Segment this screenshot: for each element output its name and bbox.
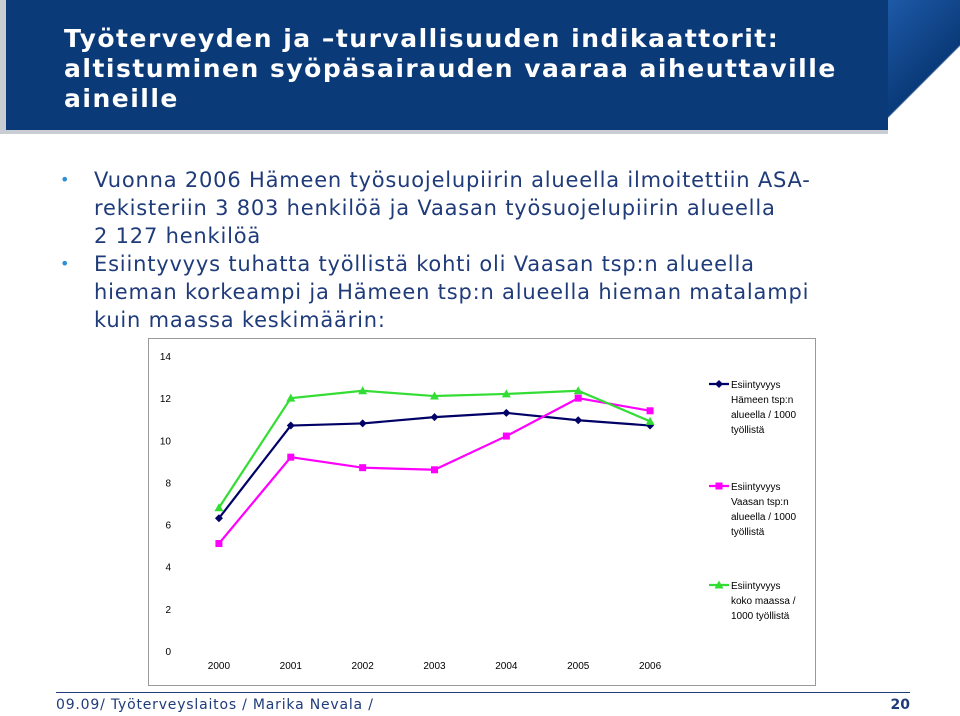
y-tick-label: 4 [165, 562, 171, 574]
legend-label: Esiintyvyys [731, 581, 781, 592]
footer-divider [56, 692, 910, 693]
y-tick-label: 2 [165, 604, 171, 616]
slide-title [64, 24, 864, 114]
legend-label: 1000 työllistä [731, 611, 790, 622]
bullet-line: Vuonna 2006 Hämeen työsuojelupiirin alueella ilmoitettiin ASA- [94, 168, 811, 192]
data-point [287, 454, 294, 461]
x-tick-label: 2005 [567, 661, 590, 672]
bullet-dot-icon: • [60, 170, 71, 189]
x-tick-label: 2006 [638, 661, 662, 672]
corner-accent [888, 0, 960, 140]
title-line: aineille [64, 84, 179, 113]
series-line-3 [219, 391, 650, 508]
chart-frame [148, 338, 816, 686]
x-tick-label: 2002 [351, 661, 374, 672]
x-tick-label: 2004 [495, 661, 518, 672]
bullet-item [58, 250, 908, 334]
data-point [359, 419, 367, 427]
y-tick-label: 8 [165, 478, 171, 490]
footer-text: 09.09/ Työterveyslaitos / Marika Nevala / [56, 697, 374, 713]
bullet-item [58, 166, 908, 250]
y-tick-label: 14 [159, 352, 171, 363]
data-point [574, 416, 582, 424]
y-tick-label: 12 [159, 394, 171, 406]
legend-label: Esiintyvyys [731, 482, 781, 493]
line-chart [149, 339, 815, 685]
x-tick-label: 2003 [423, 661, 446, 672]
data-point [215, 540, 222, 547]
legend-label: koko maassa / [731, 596, 796, 607]
legend-label: alueella / 1000 [731, 410, 797, 421]
legend-label: Vaasan tsp:n [731, 497, 789, 508]
title-line: altistuminen syöpäsairauden vaaraa aiheuttaville [64, 54, 837, 83]
legend-marker [716, 483, 723, 490]
legend-label: työllistä [731, 527, 765, 538]
data-point [359, 464, 366, 471]
bullet-line: kuin maassa keskimäärin: [94, 308, 386, 332]
title-line: Työterveyden ja –turvallisuuden indikaattorit: [64, 24, 780, 53]
bullet-line: hieman korkeampi ja Hämeen tsp:n alueella hieman matalampi [94, 280, 810, 304]
y-tick-label: 6 [165, 520, 171, 532]
legend-label: Hämeen tsp:n [731, 395, 794, 406]
bullet-line: Esiintyvyys tuhatta työllistä kohti oli Vaasan tsp:n alueella [94, 252, 755, 276]
data-point [502, 409, 510, 417]
bullet-line: 2 127 henkilöä [94, 224, 262, 248]
data-point [575, 395, 582, 402]
y-tick-label: 0 [165, 647, 171, 658]
x-tick-label: 2000 [207, 661, 231, 672]
bullet-line: rekisteriin 3 803 henkilöä ja Vaasan työsuojelupiirin alueella [94, 196, 776, 220]
legend-marker [715, 380, 723, 388]
bullet-list [58, 166, 908, 334]
data-point [431, 466, 438, 473]
legend-label: alueella / 1000 [731, 512, 797, 523]
legend-label: Esiintyvyys [731, 380, 781, 391]
legend-label: työllistä [731, 425, 765, 436]
y-tick-label: 10 [159, 436, 171, 448]
data-point [503, 433, 510, 440]
x-tick-label: 2001 [279, 661, 302, 672]
bullet-dot-icon: • [60, 254, 71, 273]
page-number: 20 [890, 697, 910, 713]
data-point [647, 407, 654, 414]
data-point [431, 413, 439, 421]
